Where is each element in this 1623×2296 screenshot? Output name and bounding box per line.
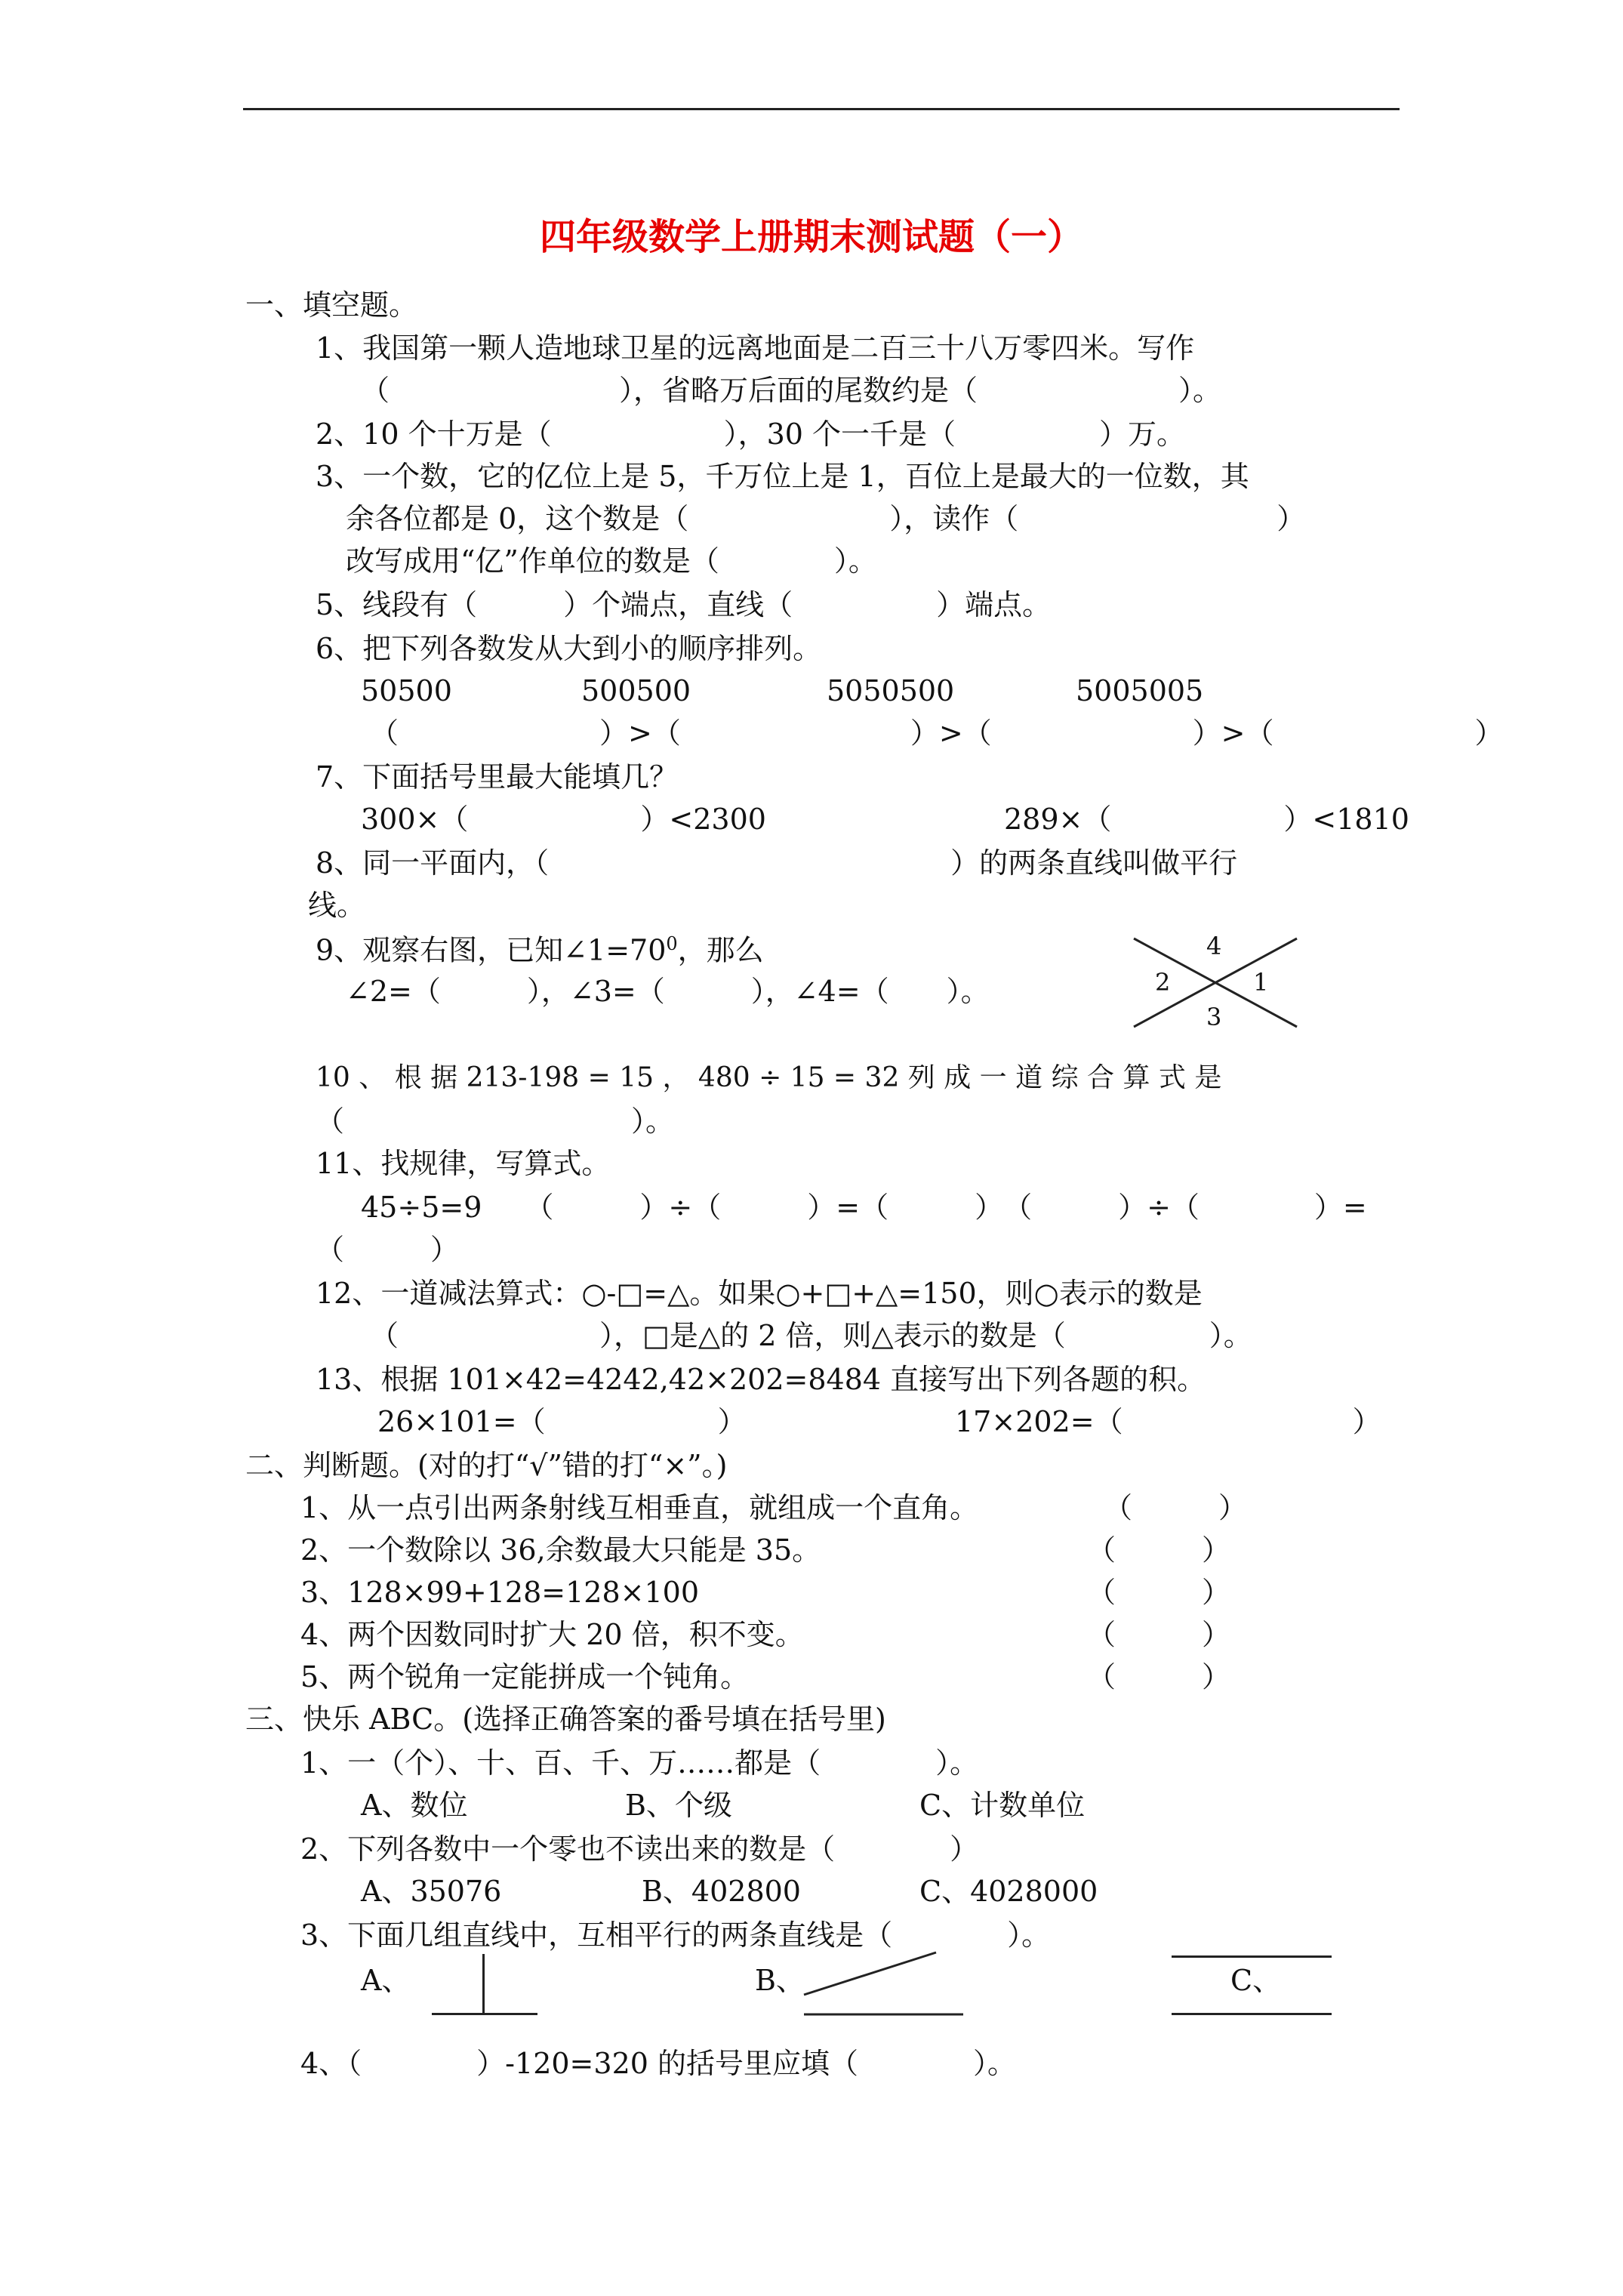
judge-item-5: 5、两个锐角一定能拼成一个钝角。 [300,1660,750,1693]
question-8-line-1: 8、同一平面内，（ ）的两条直线叫做平行 [316,846,1238,880]
question-9-text-tail: ，那么 [677,933,764,967]
question-10-line-1: 10 、 根 据 213-198 = 15 ， 480 ÷ 15 = 32 列 成 一 道 综 合 算 式 是 [316,1062,1222,1093]
question-6: 6、把下列各数发从大到小的顺序排列。 [316,632,822,665]
question-13-part-a: 26×101=（ ） [377,1405,747,1438]
question-9-text: 9、观察右图，已知∠1=70 [316,933,667,967]
question-8-line-2: 线。 [308,889,366,922]
page-title: 四年级数学上册期末测试题（一） [539,216,1083,258]
section-heading-fill: 一、填空题。 [245,288,418,322]
abc-question-3: 3、下面几组直线中，互相平行的两条直线是（ ）。 [300,1918,1051,1952]
question-3-line-1: 3、一个数，它的亿位上是 5，千万位上是 1，百位上是最大的一位数，其 [316,460,1249,493]
judge-bracket: （ ） [1087,1576,1231,1609]
abc-question-2: 2、下列各数中一个零也不读出来的数是（ ） [300,1832,979,1866]
question-7-part-a: 300×（ ）<2300 [361,803,766,836]
question-10-line-2: （ ）。 [316,1105,675,1138]
question-6-number: 5005005 [1076,674,1204,707]
question-7: 7、下面括号里最大能填几？ [316,760,679,794]
judge-bracket: （ ） [1087,1660,1231,1693]
degree-superscript: 0 [666,933,678,954]
abc-option: B、 [755,1964,805,1997]
question-6-number: 50500 [361,674,452,707]
question-11-line-2: （ ） [316,1233,460,1266]
judge-bracket: （ ） [1087,1618,1231,1651]
abc-option: A、 [361,1964,411,1997]
question-7-part-b: 289×（ ）<1810 [1004,803,1409,836]
question-6-number: 500500 [581,674,691,707]
question-9-line-1 [316,935,764,965]
judge-item-3: 3、128×99+128=128×100 [300,1576,700,1609]
figure-c-bottom-line [1172,2013,1332,2015]
question-12-line-2: （ ），□是△的 2 倍，则△表示的数是（ ）。 [370,1319,1252,1352]
question-1-line-1: 1、我国第一颗人造地球卫星的远离地面是二百三十八万零四米。写作 [316,331,1195,365]
section-heading-judge: 二、判断题。(对的打“√”错的打“×”。) [245,1449,728,1482]
figure-a-vertical-line [482,1954,485,2014]
question-12-line-1: 12、一道减法算式：○-□=△。如果○+□+△=150，则○表示的数是 [316,1277,1203,1310]
abc-option: C、计数单位 [919,1789,1086,1822]
question-3-line-3: 改写成用“亿”作单位的数是（ ）。 [346,544,877,578]
figure-c-top-line [1172,1955,1332,1958]
angle-figure [1125,927,1306,1033]
abc-option: B、402800 [642,1875,801,1908]
abc-question-1: 1、一（个）、十、百、千、万……都是（ ）。 [300,1746,979,1780]
question-9-line-2: ∠2=（ ），∠3=（ ），∠4=（ ）。 [346,975,990,1008]
figure-a-horizontal-line [432,2013,537,2015]
judge-item-1: 1、从一点引出两条射线互相垂直，就组成一个直角。 [300,1491,979,1524]
angle-2-label: 2 [1155,968,1171,997]
abc-option: C、4028000 [919,1875,1098,1908]
question-11-line-1: 45÷5=9 （ ）÷（ ）=（ ） （ ）÷（ ）= [361,1191,1367,1224]
figure-b [800,1948,981,2023]
question-6-number: 5050500 [827,674,955,707]
abc-option: C、 [1230,1964,1282,1997]
angle-3-label: 3 [1206,1003,1222,1031]
question-5: 5、线段有（ ）个端点，直线（ ）端点。 [316,588,1052,621]
section-heading-abc: 三、快乐 ABC。(选择正确答案的番号填在括号里) [245,1703,886,1736]
angle-1-label: 1 [1253,968,1269,997]
figure-b-slanted-line [804,1952,936,1995]
question-13: 13、根据 101×42=4242,42×202=8484 直接写出下列各题的积。 [316,1363,1206,1396]
judge-bracket: （ ） [1104,1491,1248,1524]
abc-option: B、个级 [625,1789,732,1822]
header-rule [243,108,1400,110]
abc-option: A、35076 [361,1875,502,1908]
judge-item-2: 2、一个数除以 36,余数最大只能是 35。 [300,1533,821,1567]
question-6-answer-line: （ ）>（ ）>（ ）>（ ） [370,717,1504,750]
abc-question-4: 4、（ ）-120=320 的括号里应填（ ）。 [300,2047,1016,2080]
question-11: 11、找规律，写算式。 [316,1147,611,1180]
question-2: 2、10 个十万是（ ），30 个一千是（ ）万。 [316,418,1186,451]
angle-4-label: 4 [1206,932,1222,960]
abc-option: A、数位 [361,1789,468,1822]
question-1-line-2: （ ），省略万后面的尾数约是（ ）。 [361,374,1222,407]
judge-bracket: （ ） [1087,1533,1231,1567]
question-3-line-2: 余各位都是 0，这个数是（ ），读作（ ） [346,502,1306,535]
question-13-part-b: 17×202=（ ） [955,1405,1381,1438]
judge-item-4: 4、两个因数同时扩大 20 倍，积不变。 [300,1618,804,1651]
